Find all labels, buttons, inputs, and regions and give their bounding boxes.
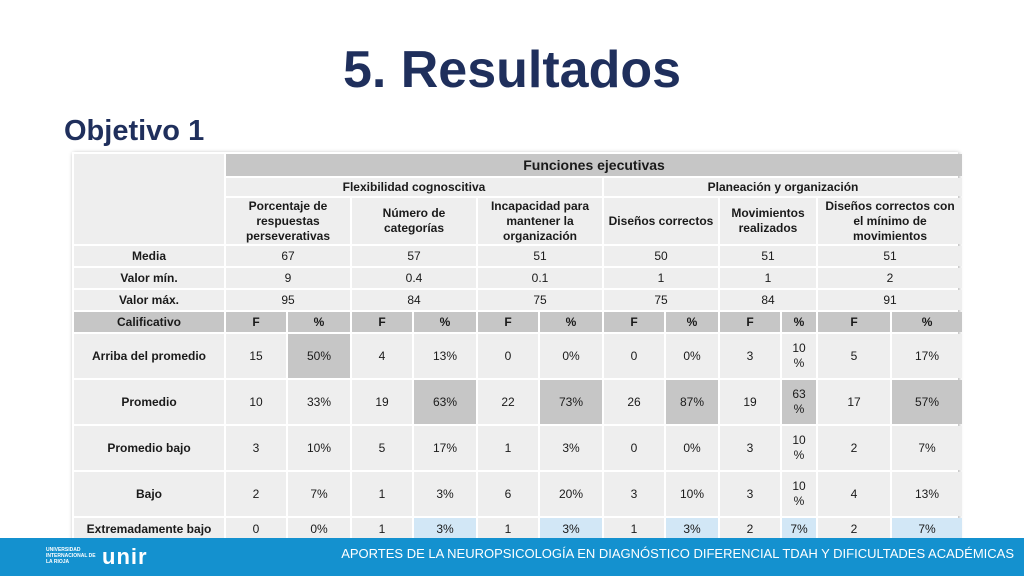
pct-header: % [892,312,962,332]
column-header: Diseños correctos [604,198,718,244]
row-label: Extremadamente bajo [74,518,224,540]
freq-cell: 6 [478,472,538,516]
row-label: Promedio [74,380,224,424]
freq-cell: 15 [226,334,286,378]
pct-header: % [288,312,350,332]
freq-cell: 1 [352,518,412,540]
f-header: F [352,312,412,332]
freq-cell: 1 [352,472,412,516]
slide-subtitle: Objetivo 1 [64,115,205,147]
calificativo-header: Calificativo [74,312,224,332]
row-label: Media [74,246,224,266]
freq-cell: 4 [352,334,412,378]
stat-cell: 84 [720,290,816,310]
pct-cell: 7% [288,472,350,516]
pct-cell: 3% [540,518,602,540]
stat-row-valor-min [74,268,962,288]
stat-cell: 75 [478,290,602,310]
f-header: F [226,312,286,332]
pct-cell: 7% [782,518,816,540]
table-row-promedio [74,380,962,424]
column-header: Incapacidad para mantener la organización [478,198,602,244]
pct-cell: 87% [666,380,718,424]
stat-cell: 51 [818,246,962,266]
stat-cell: 75 [604,290,718,310]
pct-cell: 0% [540,334,602,378]
pct-cell: 10 % [782,426,816,470]
pct-cell: 7% [892,518,962,540]
pct-cell: 17% [414,426,476,470]
pct-header: % [540,312,602,332]
pct-cell: 33% [288,380,350,424]
header-group-planeacion: Planeación y organización [604,178,962,196]
pct-cell: 3% [414,472,476,516]
pct-cell: 50% [288,334,350,378]
freq-cell: 0 [604,334,664,378]
header-group-flexibilidad: Flexibilidad cognoscitiva [226,178,602,196]
stat-row-valor-max [74,290,962,310]
header-funciones-ejecutivas: Funciones ejecutivas [226,154,962,176]
pct-cell: 0% [666,334,718,378]
freq-cell: 3 [720,426,780,470]
table-row-extremadamente-bajo [74,518,962,540]
freq-cell: 17 [818,380,890,424]
stat-cell: 84 [352,290,476,310]
table-row-promedio-bajo [74,426,962,470]
row-label: Arriba del promedio [74,334,224,378]
freq-cell: 22 [478,380,538,424]
f-header: F [720,312,780,332]
freq-cell: 10 [226,380,286,424]
stat-row-media [74,246,962,266]
unir-logo: unir [102,544,148,569]
freq-cell: 0 [226,518,286,540]
freq-cell: 5 [352,426,412,470]
stat-cell: 1 [604,268,718,288]
freq-cell: 2 [818,518,890,540]
column-header: Número de categorías [352,198,476,244]
freq-cell: 3 [604,472,664,516]
pct-cell: 73% [540,380,602,424]
stat-cell: 0.4 [352,268,476,288]
freq-cell: 1 [478,426,538,470]
stat-cell: 95 [226,290,350,310]
pct-cell: 7% [892,426,962,470]
freq-cell: 2 [226,472,286,516]
stat-cell: 57 [352,246,476,266]
column-header: Movimientos realizados [720,198,816,244]
table-row-arriba-del-promedio [74,334,962,378]
row-label: Promedio bajo [74,426,224,470]
table-corner-cell [74,154,224,244]
freq-cell: 19 [720,380,780,424]
freq-cell: 0 [604,426,664,470]
stat-cell: 67 [226,246,350,266]
column-header: Diseños correctos con el mínimo de movimientos [818,198,962,244]
pct-cell: 10% [288,426,350,470]
freq-cell: 3 [720,472,780,516]
stat-cell: 50 [604,246,718,266]
row-label: Valor mín. [74,268,224,288]
column-header: Porcentaje de respuestas perseverativas [226,198,350,244]
pct-cell: 0% [288,518,350,540]
pct-cell: 10 % [782,472,816,516]
stat-cell: 51 [478,246,602,266]
university-logo-text: UNIVERSIDAD INTERNACIONAL DE LA RIOJA [46,547,96,565]
freq-cell: 2 [720,518,780,540]
stat-cell: 91 [818,290,962,310]
freq-cell: 2 [818,426,890,470]
pct-cell: 13% [892,472,962,516]
f-header: F [604,312,664,332]
pct-header: % [666,312,718,332]
stat-cell: 9 [226,268,350,288]
freq-cell: 5 [818,334,890,378]
pct-header: % [782,312,816,332]
pct-cell: 3% [414,518,476,540]
freq-cell: 3 [720,334,780,378]
freq-cell: 19 [352,380,412,424]
freq-cell: 0 [478,334,538,378]
stat-cell: 51 [720,246,816,266]
calificativo-header-row [74,312,962,332]
row-label: Valor máx. [74,290,224,310]
pct-cell: 20% [540,472,602,516]
pct-cell: 3% [666,518,718,540]
row-label: Bajo [74,472,224,516]
pct-cell: 0% [666,426,718,470]
slide-title: 5. Resultados [342,41,682,99]
footer-text: APORTES DE LA NEUROPSICOLOGÍA EN DIAGNÓSTICO DIFERENCIAL TDAH Y DIFICULTADES ACADÉMICAS [341,546,1014,561]
pct-cell: 13% [414,334,476,378]
pct-cell: 17% [892,334,962,378]
table-row-bajo [74,472,962,516]
f-header: F [818,312,890,332]
pct-cell: 3% [540,426,602,470]
freq-cell: 1 [604,518,664,540]
stat-cell: 1 [720,268,816,288]
freq-cell: 3 [226,426,286,470]
freq-cell: 26 [604,380,664,424]
stat-cell: 0.1 [478,268,602,288]
pct-cell: 10 % [782,334,816,378]
pct-cell: 63% [414,380,476,424]
freq-cell: 1 [478,518,538,540]
pct-header: % [414,312,476,332]
pct-cell: 57% [892,380,962,424]
f-header: F [478,312,538,332]
results-table [72,152,964,542]
results-table-container [72,152,958,542]
freq-cell: 4 [818,472,890,516]
pct-cell: 10% [666,472,718,516]
stat-cell: 2 [818,268,962,288]
pct-cell: 63 % [782,380,816,424]
